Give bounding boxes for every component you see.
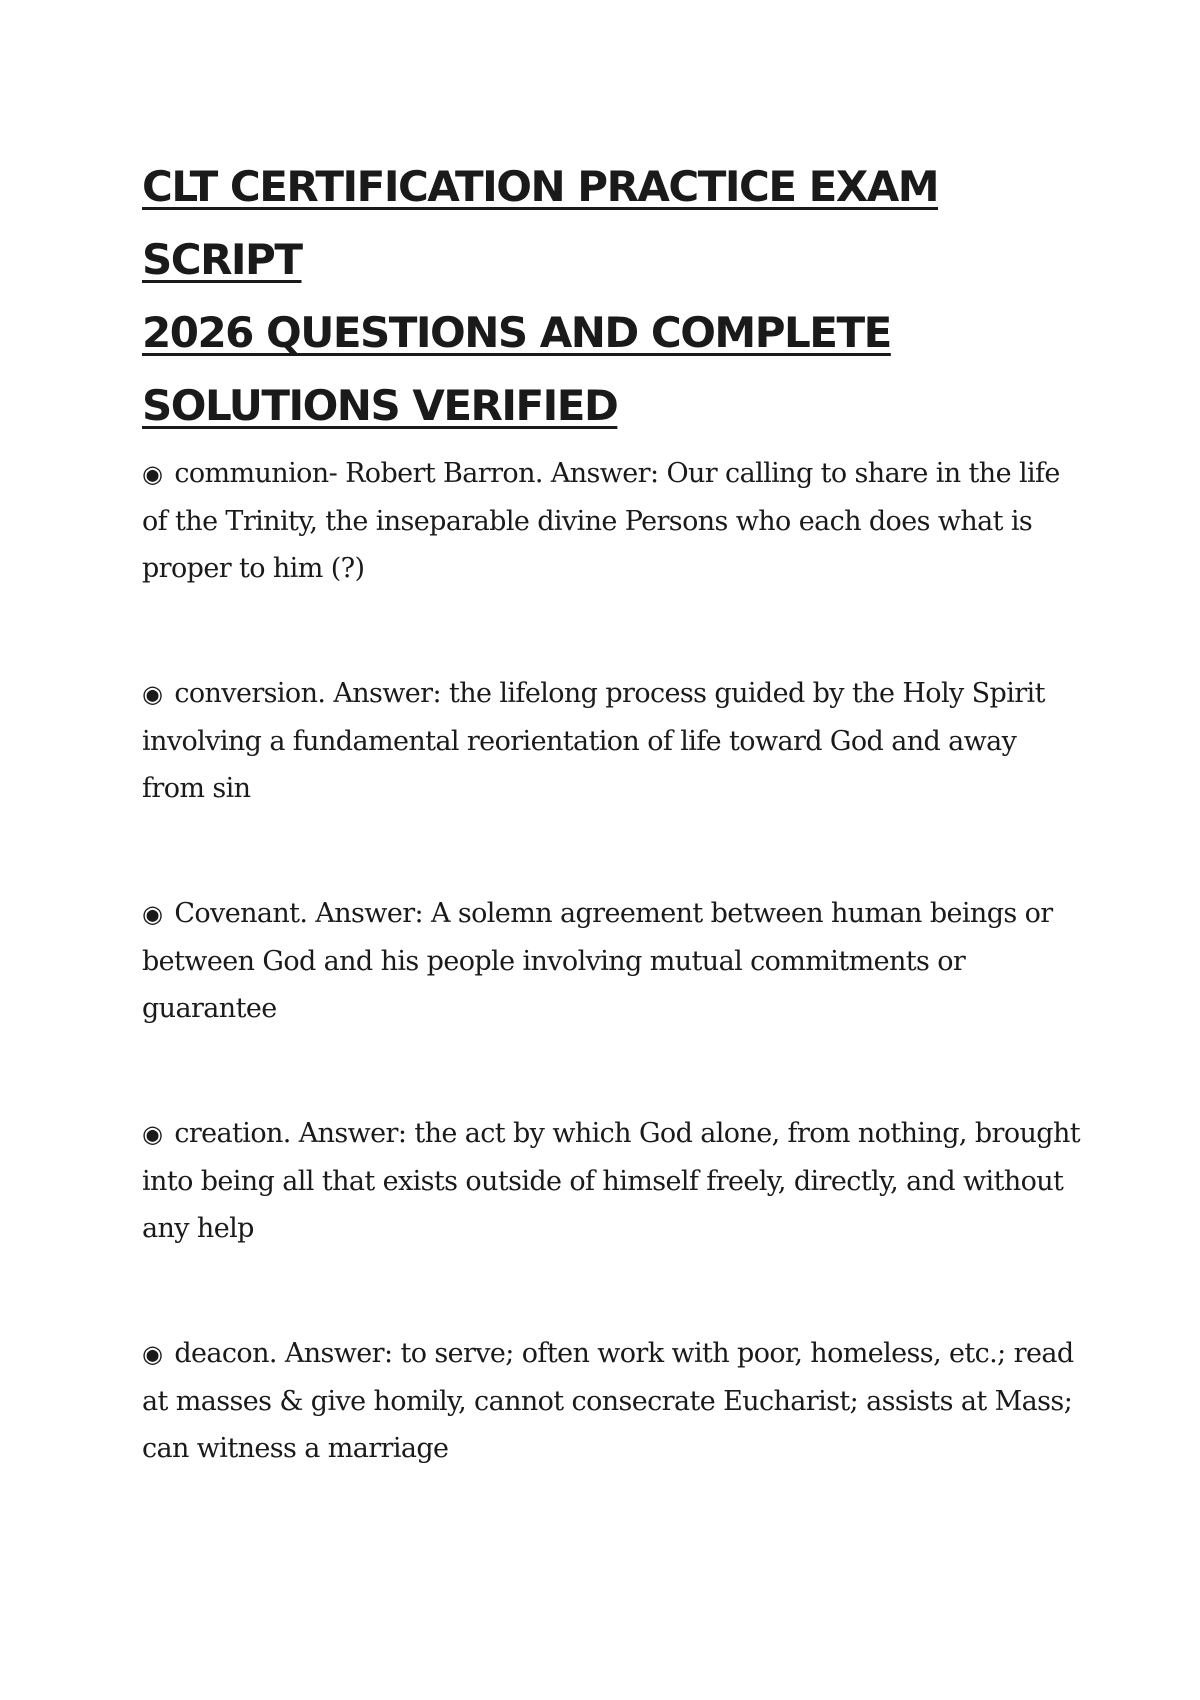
- qa-entry-text: deacon. Answer: to serve; often work with poor, homeless, etc.; read at masses & give homily, cannot consecrate Eucharist; assists at Mass; can witness a marriage: [142, 1338, 1074, 1464]
- qa-list: [142, 450, 1082, 1550]
- qa-entry-deacon: [142, 1330, 1082, 1472]
- qa-entry-text: communion- Robert Barron. Answer: Our calling to share in the life of the Trinity, the inseparable divine Persons who each does what is proper to him (?): [142, 458, 1060, 584]
- bullet-icon: ◉: [142, 1120, 163, 1148]
- qa-entry-text: conversion. Answer: the lifelong process guided by the Holy Spirit involving a fundamental reorientation of life toward God and away from sin: [142, 678, 1045, 804]
- title-line-1: CLT CERTIFICATION PRACTICE EXAM SCRIPT: [142, 162, 939, 284]
- qa-entry-text: Covenant. Answer: A solemn agreement between human beings or between God and his people involving mutual commitments or guarantee: [142, 898, 1053, 1024]
- bullet-icon: ◉: [142, 680, 163, 708]
- title-line-3: SOLUTIONS VERIFIED: [142, 381, 618, 430]
- bullet-icon: ◉: [142, 460, 163, 488]
- qa-entry-conversion: [142, 670, 1082, 812]
- bullet-icon: ◉: [142, 900, 163, 928]
- qa-entry-covenant: [142, 890, 1082, 1032]
- qa-entry-creation: [142, 1110, 1082, 1252]
- qa-entry-text: creation. Answer: the act by which God alone, from nothing, brought into being all that exists outside of himself freely, directly, and without any help: [142, 1118, 1081, 1244]
- bullet-icon: ◉: [142, 1340, 163, 1368]
- document-title: [142, 150, 1082, 442]
- qa-entry-communion: [142, 450, 1082, 592]
- title-line-2: 2026 QUESTIONS AND COMPLETE: [142, 308, 891, 357]
